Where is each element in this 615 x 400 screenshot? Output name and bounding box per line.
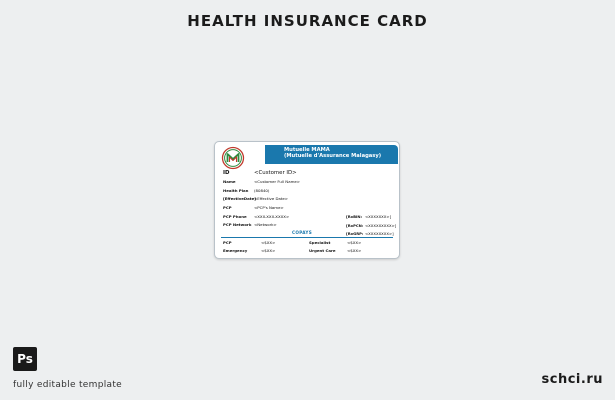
field-label: PCP Network: [223, 222, 252, 228]
rx-label: [RxBIN:: [346, 214, 363, 219]
copay-value: <$XX>: [347, 240, 362, 245]
insurance-card: [214, 141, 400, 259]
copay-label: PCP: [223, 240, 232, 245]
insurer-name: Mutuelle MAMA: [284, 147, 330, 153]
copay-value: <$XX>: [347, 248, 362, 253]
card-header: [265, 145, 398, 164]
field-label: PCP Phone: [223, 213, 247, 219]
copay-value: <$XX>: [261, 248, 276, 253]
field-row-effective-date: [223, 195, 393, 204]
field-value: <Effective Date>: [254, 196, 289, 202]
photoshop-icon: Ps: [13, 347, 37, 371]
rx-row-bin: [346, 213, 400, 222]
field-label: Health Plan: [223, 187, 249, 193]
rx-value: <XXXXXXXXX>]: [365, 222, 397, 228]
page-title: HEALTH INSURANCE CARD: [187, 12, 428, 30]
insurer-full-name: (Mutuelle d'Assurance Malagasy): [284, 153, 382, 160]
copays-table: [223, 239, 393, 255]
field-value: <Network>: [254, 222, 277, 228]
field-value: <Customer Full Name>: [254, 179, 301, 184]
field-row-health-plan: [223, 187, 393, 196]
rx-label: [RxGRP:: [346, 231, 364, 237]
field-row-id: [223, 169, 393, 178]
rx-row-pcn: [346, 222, 400, 231]
field-value: <XXX-XXX-XXXX>: [254, 213, 290, 219]
copay-label: Specialist: [309, 240, 331, 245]
field-label: Name: [223, 179, 236, 184]
copay-value: <$XX>: [261, 240, 276, 245]
field-label: PCP: [223, 205, 232, 211]
field-value: (80840): [254, 187, 270, 193]
copay-label: Urgent Care: [309, 248, 336, 253]
field-value: <PCP's Name>: [254, 205, 284, 211]
mm-monogram-icon: [221, 146, 245, 170]
rx-value: <XXXXXXXX>]: [365, 231, 394, 237]
copay-label: Emergency: [223, 248, 248, 253]
field-row-pcp: [223, 204, 393, 213]
field-label: [EffectiveDate]: [223, 196, 257, 202]
field-row-name: [223, 178, 393, 187]
rx-label: [RxPCN:: [346, 222, 364, 228]
rx-value: <XXXXXXX>]: [365, 214, 392, 219]
copays-title: COPAYS: [292, 230, 313, 235]
template-note: fully editable template: [13, 380, 122, 390]
field-label: ID: [223, 170, 230, 176]
site-watermark: schci.ru: [541, 372, 603, 387]
copays-divider: [221, 237, 393, 238]
rx-info: [346, 213, 400, 239]
field-value: <Customer ID>: [254, 170, 297, 176]
